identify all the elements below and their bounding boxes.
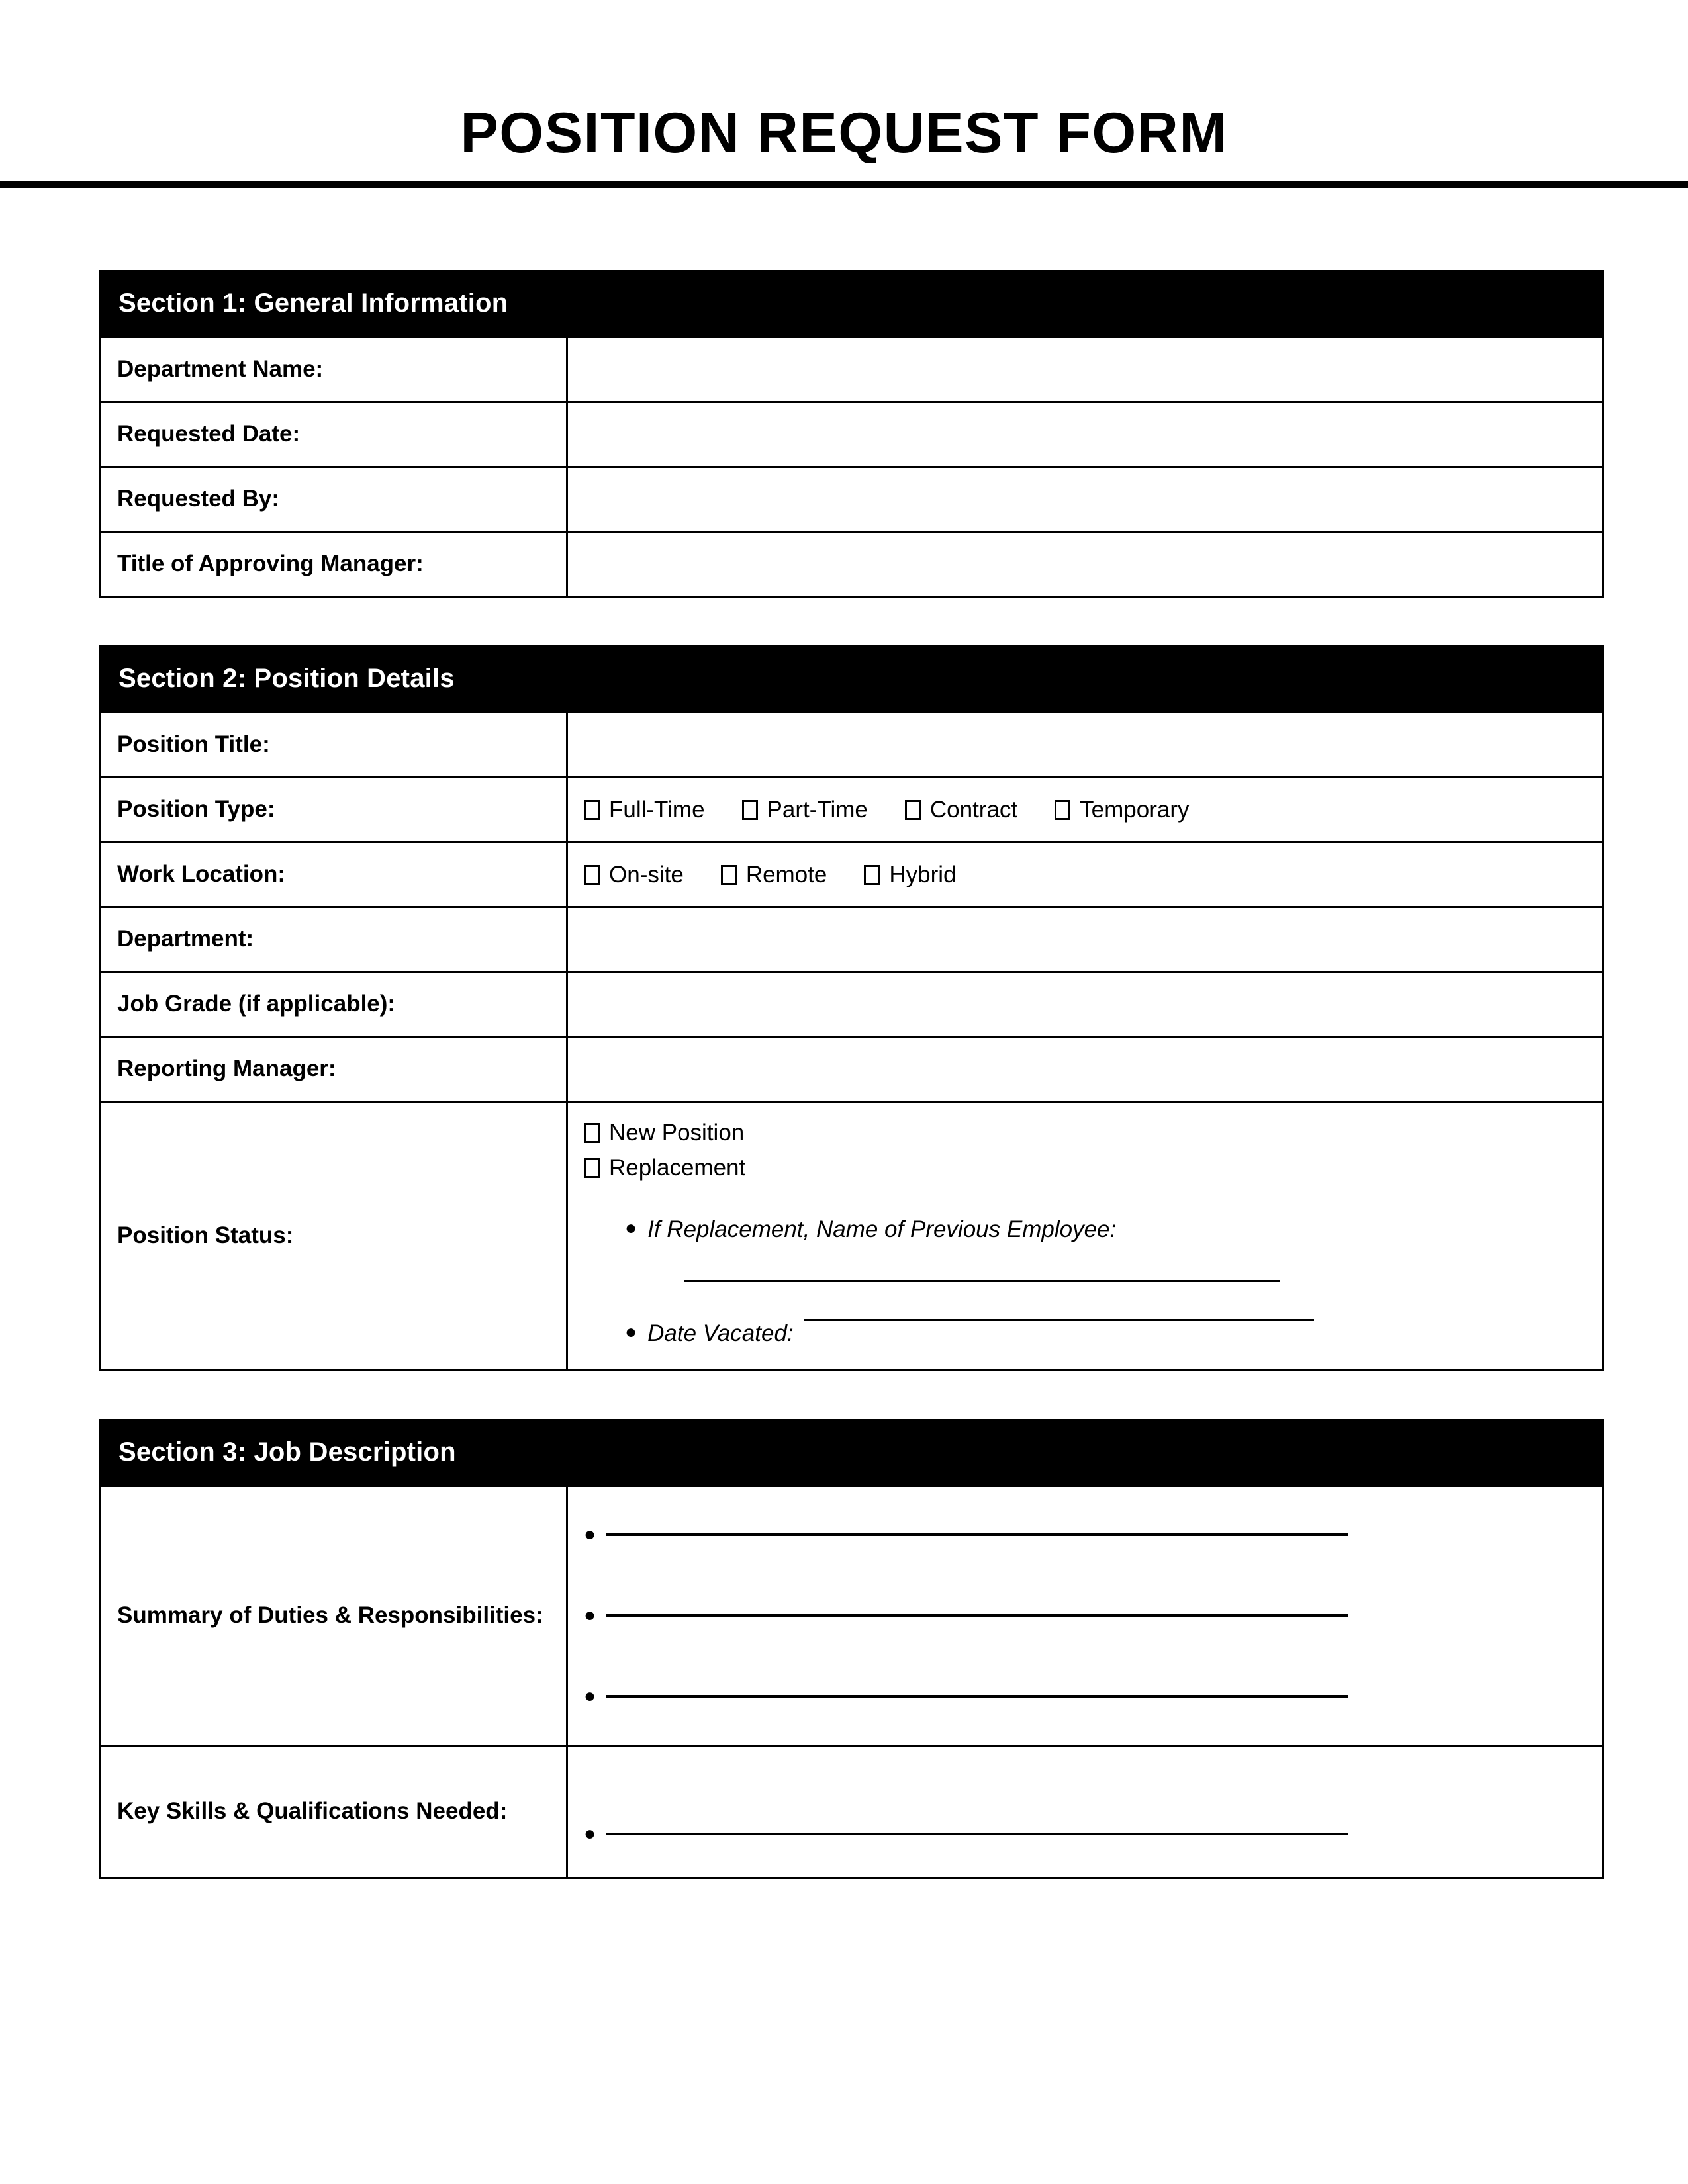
position-type-option-full-time[interactable]: Full-Time bbox=[584, 798, 705, 821]
table-row bbox=[101, 972, 1603, 1037]
department-name-field[interactable] bbox=[567, 338, 1603, 402]
checkbox-icon[interactable] bbox=[584, 1123, 600, 1143]
section-3-heading: Section 3: Job Description bbox=[101, 1420, 1603, 1486]
section-1-table bbox=[99, 270, 1604, 598]
section-1-heading: Section 1: General Information bbox=[101, 271, 1603, 338]
position-type-label: Position Type: bbox=[101, 778, 567, 842]
title-divider bbox=[0, 181, 1688, 188]
bullet-icon: ● bbox=[625, 1320, 637, 1343]
date-vacated-write-line[interactable] bbox=[804, 1319, 1314, 1321]
position-type-options bbox=[567, 778, 1603, 842]
section-2-table bbox=[99, 645, 1604, 1371]
checkbox-icon[interactable] bbox=[721, 865, 737, 885]
work-location-option-group bbox=[584, 863, 1586, 886]
date-vacated-line bbox=[625, 1319, 1586, 1348]
list-item bbox=[584, 1686, 1586, 1706]
work-location-label: Work Location: bbox=[101, 842, 567, 907]
work-location-option-remote[interactable]: Remote bbox=[721, 863, 827, 886]
position-type-option-temporary[interactable]: Temporary bbox=[1055, 798, 1189, 821]
duties-write-line-3[interactable] bbox=[606, 1695, 1348, 1698]
date-vacated-subitem bbox=[625, 1319, 1586, 1348]
requested-by-field[interactable] bbox=[567, 467, 1603, 532]
checkbox-icon[interactable] bbox=[584, 800, 600, 820]
bullet-icon: ● bbox=[625, 1217, 637, 1239]
checkbox-icon[interactable] bbox=[905, 800, 921, 820]
bullet-icon: ● bbox=[584, 1823, 596, 1844]
section-1-header-row bbox=[101, 271, 1603, 338]
previous-employee-line bbox=[625, 1215, 1586, 1244]
checkbox-icon[interactable] bbox=[1055, 800, 1070, 820]
date-vacated-label: Date Vacated: bbox=[647, 1320, 794, 1346]
list-item bbox=[584, 1525, 1586, 1545]
department-name-label: Department Name: bbox=[101, 338, 567, 402]
reporting-manager-label: Reporting Manager: bbox=[101, 1037, 567, 1102]
checkbox-icon[interactable] bbox=[584, 865, 600, 885]
table-row bbox=[101, 1486, 1603, 1745]
key-skills-write-line-1[interactable] bbox=[606, 1833, 1348, 1835]
duties-ruled-list bbox=[584, 1521, 1586, 1710]
department-field[interactable] bbox=[567, 907, 1603, 972]
requested-date-field[interactable] bbox=[567, 402, 1603, 467]
duties-write-line-2[interactable] bbox=[606, 1614, 1348, 1617]
approving-manager-title-field[interactable] bbox=[567, 532, 1603, 597]
table-row bbox=[101, 907, 1603, 972]
checkbox-icon[interactable] bbox=[742, 800, 758, 820]
checkbox-icon[interactable] bbox=[864, 865, 880, 885]
approving-manager-title-label: Title of Approving Manager: bbox=[101, 532, 567, 597]
previous-employee-write-line[interactable] bbox=[684, 1280, 1280, 1282]
bullet-icon: ● bbox=[584, 1524, 596, 1545]
department-label: Department: bbox=[101, 907, 567, 972]
previous-employee-subitem bbox=[625, 1215, 1586, 1282]
list-item bbox=[584, 1824, 1586, 1844]
position-status-option-replacement[interactable]: Replacement bbox=[584, 1156, 1586, 1179]
requested-by-label: Requested By: bbox=[101, 467, 567, 532]
form-body bbox=[99, 270, 1602, 1879]
list-item bbox=[584, 1606, 1586, 1625]
checkbox-icon[interactable] bbox=[584, 1158, 600, 1178]
section-3-header-row bbox=[101, 1420, 1603, 1486]
duties-write-line-1[interactable] bbox=[606, 1533, 1348, 1536]
bullet-icon: ● bbox=[584, 1604, 596, 1626]
job-grade-label: Job Grade (if applicable): bbox=[101, 972, 567, 1037]
table-row bbox=[101, 1037, 1603, 1102]
page-title: POSITION REQUEST FORM bbox=[460, 101, 1228, 165]
position-status-option-new-position[interactable]: New Position bbox=[584, 1121, 1586, 1144]
section-2-heading: Section 2: Position Details bbox=[101, 647, 1603, 713]
section-2-header-row bbox=[101, 647, 1603, 713]
work-location-option-hybrid[interactable]: Hybrid bbox=[864, 863, 956, 886]
table-row bbox=[101, 1102, 1603, 1371]
key-skills-cell bbox=[567, 1745, 1603, 1878]
previous-employee-label: If Replacement, Name of Previous Employee: bbox=[647, 1216, 1117, 1242]
requested-date-label: Requested Date: bbox=[101, 402, 567, 467]
position-status-block bbox=[584, 1117, 1586, 1355]
table-row bbox=[101, 402, 1603, 467]
duties-responsibilities-label: Summary of Duties & Responsibilities: bbox=[101, 1486, 567, 1745]
work-location-options bbox=[567, 842, 1603, 907]
bullet-icon: ● bbox=[584, 1685, 596, 1707]
job-grade-field[interactable] bbox=[567, 972, 1603, 1037]
position-type-option-contract[interactable]: Contract bbox=[905, 798, 1017, 821]
key-skills-label: Key Skills & Qualifications Needed: bbox=[101, 1745, 567, 1878]
table-row bbox=[101, 532, 1603, 597]
table-row bbox=[101, 1745, 1603, 1878]
section-3-table bbox=[99, 1419, 1604, 1879]
table-row bbox=[101, 842, 1603, 907]
key-skills-ruled-list bbox=[584, 1775, 1586, 1848]
position-type-option-group bbox=[584, 798, 1586, 821]
position-type-option-part-time[interactable]: Part-Time bbox=[742, 798, 868, 821]
position-title-label: Position Title: bbox=[101, 713, 567, 778]
table-row bbox=[101, 467, 1603, 532]
table-row bbox=[101, 778, 1603, 842]
duties-responsibilities-cell bbox=[567, 1486, 1603, 1745]
work-location-option-on-site[interactable]: On-site bbox=[584, 863, 684, 886]
table-row bbox=[101, 713, 1603, 778]
position-status-cell bbox=[567, 1102, 1603, 1371]
table-row bbox=[101, 338, 1603, 402]
position-title-field[interactable] bbox=[567, 713, 1603, 778]
reporting-manager-field[interactable] bbox=[567, 1037, 1603, 1102]
position-status-label: Position Status: bbox=[101, 1102, 567, 1371]
